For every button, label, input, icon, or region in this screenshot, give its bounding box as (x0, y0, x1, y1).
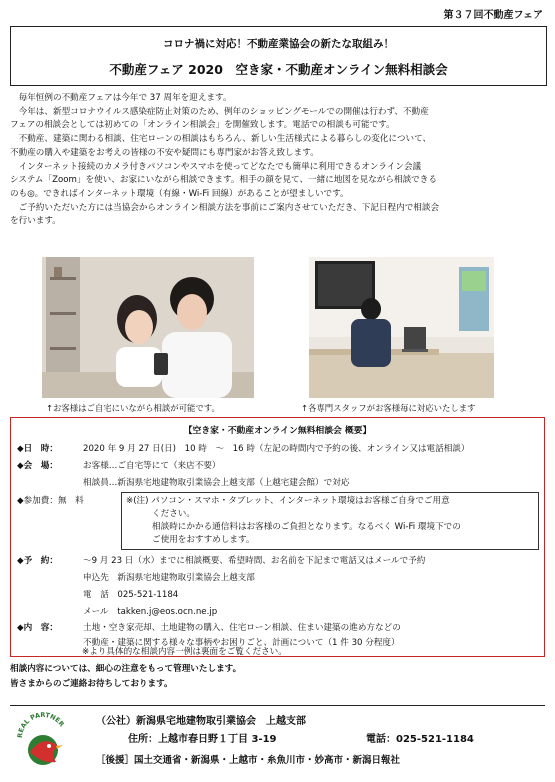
caption-left: ↑お客様はご自宅にいながら相談が可能です。 (46, 403, 220, 413)
venue-row (17, 459, 221, 471)
reserve-label: ◆予 約： (17, 556, 58, 566)
footer-phone: 電話：025-521-1184 (366, 734, 474, 745)
real-partner-bird-icon (16, 712, 70, 770)
reserve-value: ～9 月 23 日（水）までに相談概要、希望時間、お名前を下記まで電話又はメールで予約 (83, 556, 426, 566)
caption-right: ↑各専門スタッフがお客様毎に対応いたします (301, 403, 476, 413)
venue-value: お客様…ご自宅等にて（来店不要） (83, 461, 221, 471)
email-address[interactable]: メール takken.j@eos.ocn.ne.jp (83, 607, 218, 617)
intro-line: フェアの相談会としては初めての「オンライン相談会」を開催致します。電話での相談も可能です。 (10, 120, 395, 131)
fee-note-line: ください。 (152, 509, 195, 519)
real-partner-logo (16, 712, 70, 770)
intro-line: 毎年恒例の不動産フェアは今年で 37 周年を迎えます。 (18, 93, 232, 103)
date-label: ◆日 時： (17, 444, 58, 454)
intro-line: のも◎。できればインターネット環境（有線・Wi-Fi 回線）があることが望ましいです。 (10, 188, 349, 199)
fair-edition-label: 第３７回不動産フェア (443, 10, 543, 21)
fee-label: ◆参加費：無 料 (17, 496, 84, 506)
summary-box (10, 417, 545, 657)
footer-organization: （公社）新潟県宅地建物取引業協会 上越支部 (96, 716, 306, 727)
closing-line: 相談内容については、細心の注意をもって管理いたします。 (10, 664, 242, 674)
fee-note-line: ご使用をおすすめします。 (152, 535, 255, 545)
closing-line: 皆さまからのご連絡お待ちしております。 (10, 679, 173, 689)
intro-line: ご予約いただいた方には当協会からオンライン相談方法を事前にご案内させていただき、下記日程内で相談会 (18, 202, 440, 213)
content-row (17, 621, 401, 633)
page-title: 不動産フェア 2020 空き家・不動産オンライン無料相談会 (109, 62, 448, 77)
venue-label: ◆会 場： (17, 461, 58, 471)
content-value: 土地・空き家売却、土地建物の購入、住宅ローン相談、住まい建築の進め方などの (83, 623, 401, 633)
date-value: 2020 年 9 月 27 日(日) 10 時 ～ 16 時（左記の時間内で予約の後、オンライン又は電話相談） (83, 444, 470, 454)
venue-value-2: 相談員…新潟県宅地建物取引業協会上越支部（上越宅建会館）で対応 (83, 478, 350, 488)
footer-address: 住所：上越市春日野１丁目 3-19 (128, 734, 277, 745)
intro-text (10, 92, 545, 229)
svg-text:REAL PARTNER (16, 712, 66, 738)
content-value-2: 不動産・建築に関する様々な事柄やお困りごと、計画について（1 件 30 分程度） (83, 638, 400, 648)
content-label: ◆内 容： (17, 623, 58, 633)
fee-note-box (121, 492, 539, 550)
footer (10, 705, 545, 776)
intro-line: を行います。 (10, 216, 61, 227)
intro-line: 今年は、新型コロナウイルス感染症防止対策のため、例年のショッピングモールでの開催は行わず、不動産 (18, 106, 429, 117)
summary-title: 【空き家・不動産オンライン無料相談会 概要】 (183, 426, 372, 436)
reserve-row (17, 554, 425, 566)
intro-line: システム「Zoom」を使い、お家にいながら相談できます。相手の顔を見て、一緒に地図を見ながら相談できる (10, 175, 437, 186)
intro-line: 不動産、建築に関わる相談、住宅ローンの相談はもちろん、新しい生活様式による暮らしの変化について、 (18, 134, 432, 145)
fee-note-line: ※(注) パソコン・スマホ・タブレット、インターネット環境はお客様ご自身でご用意 (126, 496, 450, 506)
photo-couple-using-smartphone (42, 257, 254, 398)
footer-sponsors: ［後援］国土交通省・新潟県・上越市・糸魚川市・妙高市・新潟日報社 (96, 755, 401, 766)
apply-to: 申込先 新潟県宅地建物取引業協会上越支部 (83, 573, 255, 583)
phone-number: 電 話 025-521-1184 (83, 590, 179, 600)
closing-text (10, 662, 241, 692)
date-row (17, 442, 470, 454)
intro-line: 不動産の購入や建築をお考えの皆様の不安や疑問にも専門家がお答え致します。 (10, 147, 319, 158)
content-value-3: ※より具体的な相談内容一例は裏面をご覧ください。 (82, 647, 287, 657)
photo-couple-illustration (42, 257, 254, 398)
title-box (10, 26, 547, 86)
intro-line: インターネット接続のカメラ付きパソコンやスマホを使ってどなたでも簡単に利用できるオンライン会議 (18, 161, 422, 172)
photo-staff-illustration (309, 257, 494, 398)
logo-text: REAL PARTNER (16, 712, 66, 739)
subtitle: コロナ禍に対応！不動産業協会の新たな取組み！ (163, 38, 394, 50)
photo-staff-at-computer (309, 257, 494, 398)
fee-note-line: 相談時にかかる通信料はお客様のご負担となります。なるべく Wi-Fi 環境下での (152, 522, 461, 532)
